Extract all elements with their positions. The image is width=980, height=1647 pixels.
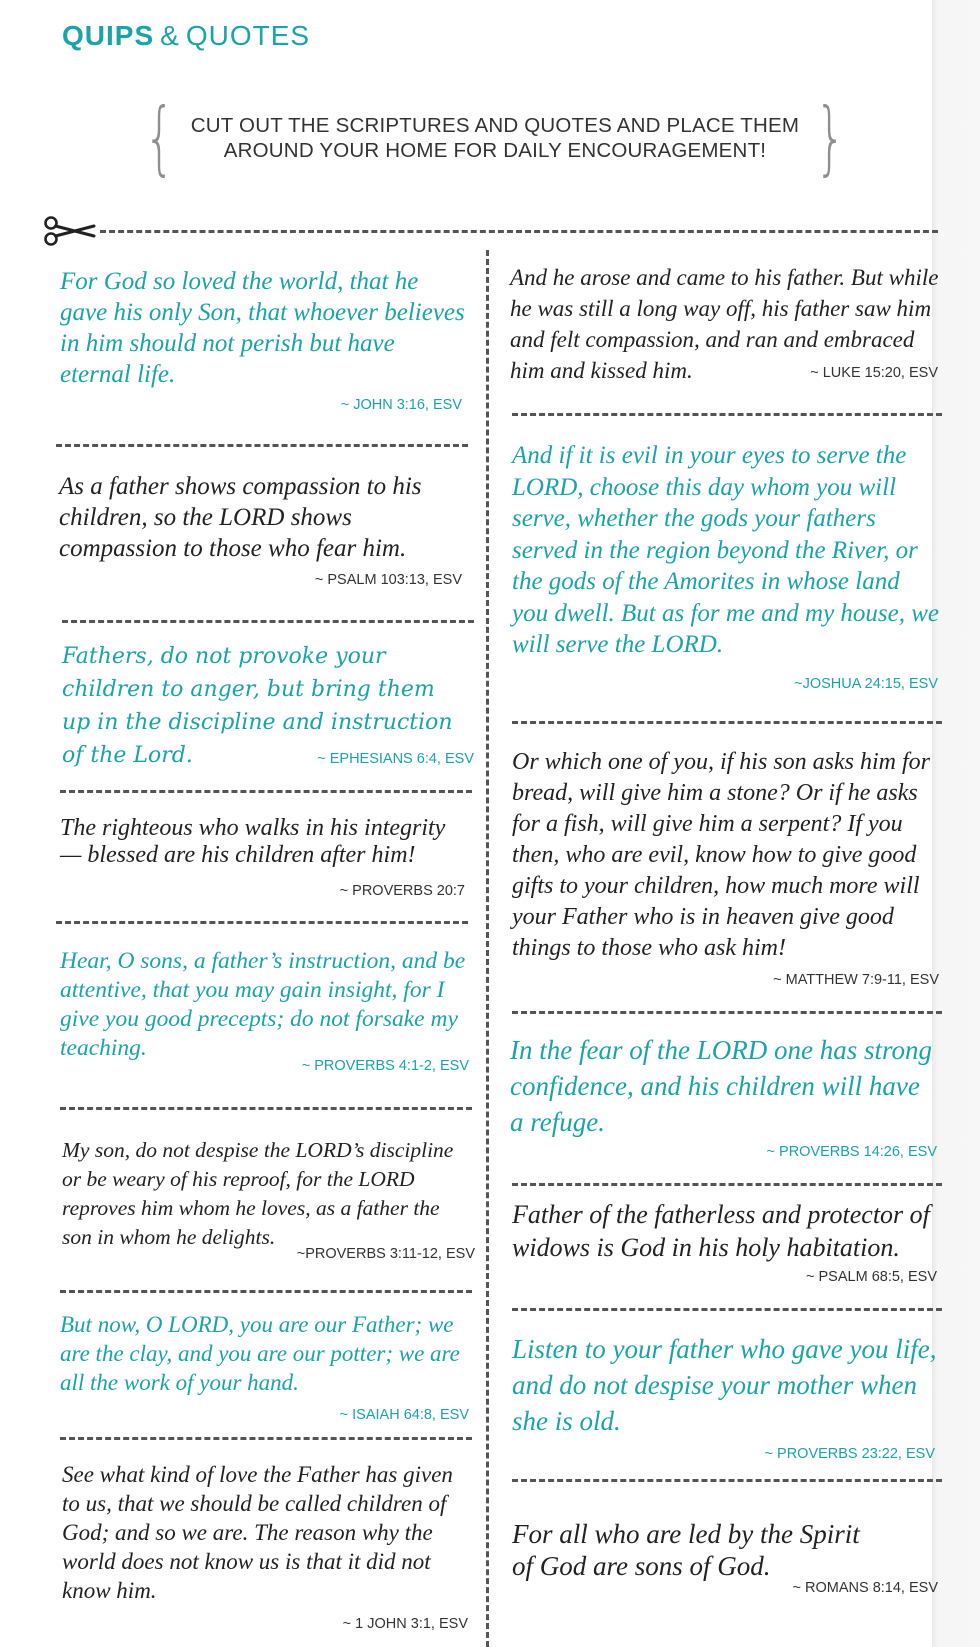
cut-line-left-7	[60, 1437, 472, 1440]
right-brace-icon: }	[815, 91, 846, 184]
scripture-reference: ~ JOHN 3:16, ESV	[340, 397, 462, 413]
cut-line-top	[100, 230, 938, 233]
quote-card: But now, O LORD, you are our Father; we are the clay, and you are our potter; we are all the work of your hand.	[60, 1312, 460, 1395]
cut-line-right-2	[512, 721, 942, 724]
scripture-reference: ~JOSHUA 24:15, ESV	[794, 676, 938, 692]
quote-card: My son, do not despise the LORD’s discipline or be weary of his reproof, for the LORD reproves him whom he loves, as a father the son in whom he delights.	[62, 1138, 454, 1249]
scripture-reference: ~ LUKE 15:20, ESV	[810, 365, 938, 381]
scripture-reference: ~ 1 JOHN 3:1, ESV	[342, 1616, 468, 1632]
scripture-reference: ~ MATTHEW 7:9-11, ESV	[773, 972, 939, 988]
quote-card: In the fear of the LORD one has strong confidence, and his children will have a refuge.	[510, 1035, 932, 1137]
quote-card: And he arose and came to his father. But while he was still a long way off, his father saw him and felt compassion, and ran and embraced him and kissed him.	[510, 265, 939, 383]
scripture-reference: ~ PROVERBS 14:26, ESV	[766, 1144, 937, 1160]
scripture-reference: ~ EPHESIANS 6:4, ESV	[317, 751, 474, 767]
quote-card: Or which one of you, if his son asks him for bread, will give him a stone? Or if he asks for a fish, will give him a serpent? If you then, who are evil, know how to give good gifts to your children, how much more will your Father who is in heaven give good things to those who ask him!	[512, 749, 930, 961]
cut-line-right-5	[512, 1308, 942, 1311]
quote-card: As a father shows compassion to his children, so the LORD shows compassion to those who fear him.	[59, 473, 422, 562]
scripture-reference: ~ PROVERBS 20:7	[339, 883, 465, 899]
quote-card: Fathers, do not provoke your children to anger, but bring them up in the discipline and instruction of the Lord.	[62, 644, 453, 768]
cut-line-left-1	[56, 444, 468, 447]
quote-card: And if it is evil in your eyes to serve the LORD, choose this day whom you will serve, whether the gods your fathers served in the region beyond the River, or the gods of the Amorites in whose land you dwell. But as for me and my house, we will serve the LORD.	[512, 442, 940, 658]
quote-card: The righteous who walks in his integrity — blessed are his children after him!	[60, 815, 446, 868]
cut-line-left-3	[60, 790, 472, 793]
cut-line-right-3	[512, 1011, 942, 1014]
quote-card: For all who are led by the Spirit of God are sons of God.	[512, 1519, 860, 1581]
quote-card: See what kind of love the Father has given to us, that we should be called children of God; and so we are. The reason why the world does not know us is that it did not know him.	[62, 1462, 453, 1603]
cut-line-left-6	[60, 1290, 472, 1293]
scripture-reference: ~ PSALM 103:13, ESV	[314, 572, 462, 588]
quote-card: Listen to your father who gave you life, and do not despise your mother when she is old.	[512, 1334, 937, 1436]
scripture-reference: ~ PROVERBS 23:22, ESV	[764, 1446, 935, 1462]
scripture-reference: ~ PROVERBS 4:1-2, ESV	[301, 1058, 469, 1074]
cut-line-center	[486, 250, 489, 1647]
cut-line-left-5	[60, 1107, 472, 1110]
cut-line-right-4	[512, 1183, 942, 1186]
quote-card: Father of the fatherless and protector of widows is God in his holy habitation.	[512, 1200, 930, 1262]
scripture-reference: ~ PSALM 68:5, ESV	[806, 1269, 937, 1285]
scripture-reference: ~ ISAIAH 64:8, ESV	[339, 1407, 469, 1423]
cut-line-left-4	[56, 921, 468, 924]
instructions	[130, 91, 860, 184]
cut-line-left-2	[62, 620, 474, 623]
quote-card: For God so loved the world, that he gave his only Son, that whoever believes in him should not perish but have eternal life.	[60, 268, 465, 388]
scripture-reference: ~ ROMANS 8:14, ESV	[792, 1580, 938, 1596]
scripture-reference: ~PROVERBS 3:11-12, ESV	[296, 1246, 475, 1262]
cut-line-right-6	[512, 1479, 942, 1482]
scissors-icon	[42, 214, 98, 248]
page-title: QUIPS & QUOTES	[62, 20, 311, 51]
quote-card: Hear, O sons, a father’s instruction, and be attentive, that you may gain insight, for I give you good precepts; do not forsake my teaching.	[60, 948, 466, 1061]
left-brace-icon: {	[144, 91, 175, 184]
instruction-text: CUT OUT THE SCRIPTURES AND QUOTES AND PLACE THEM AROUND YOUR HOME FOR DAILY ENCOURAGEMENT!	[190, 114, 800, 162]
cut-line-right-1	[512, 413, 942, 416]
